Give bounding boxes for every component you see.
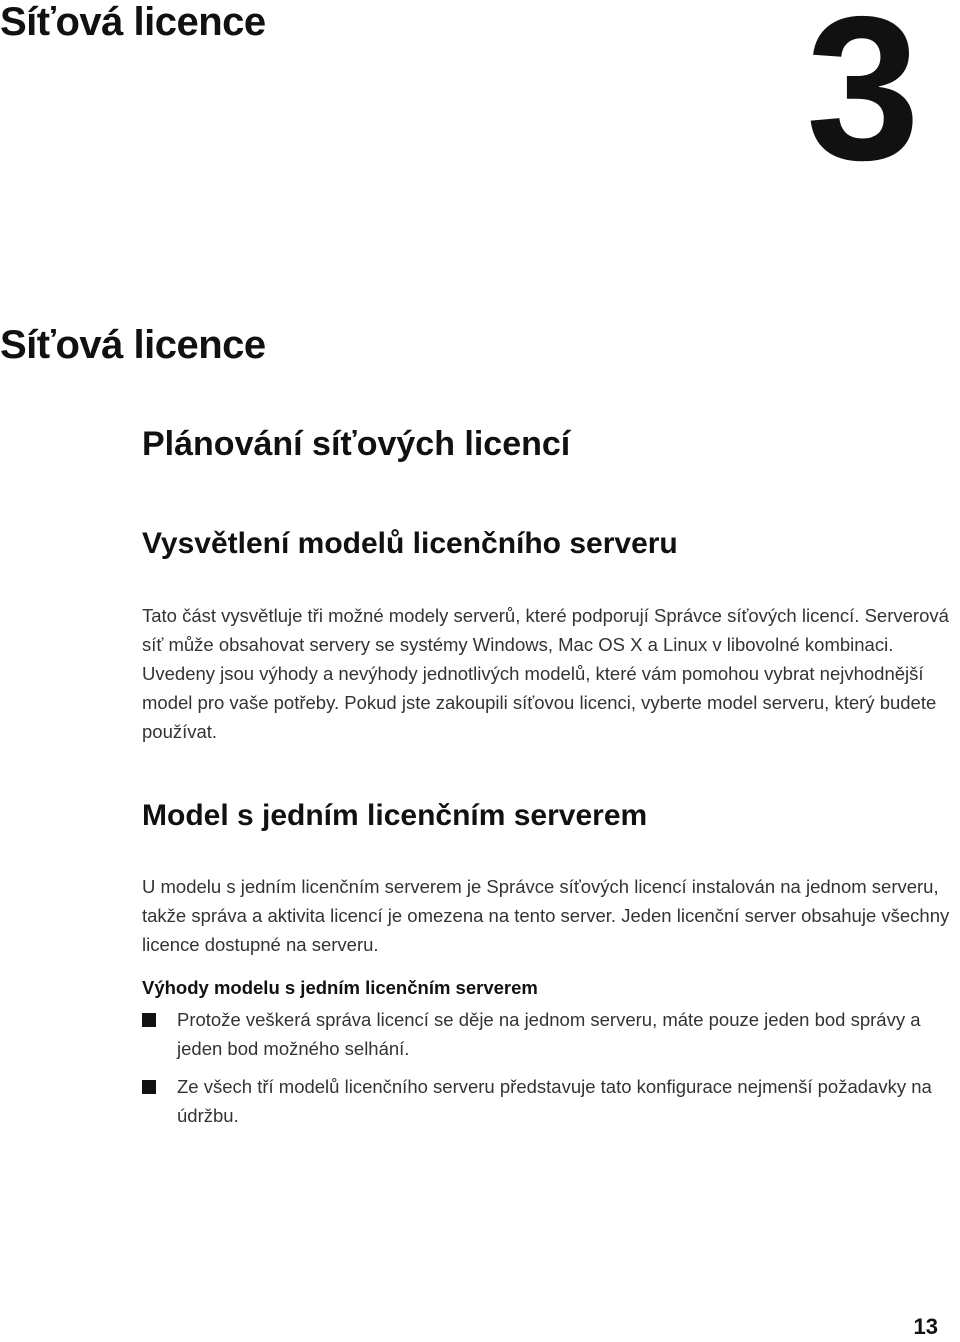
list-item-text: Ze všech tří modelů licenčního serveru představuje tato konfigurace nejmenší požadavky na údržbu. — [177, 1076, 932, 1126]
list-item — [142, 1005, 954, 1063]
advantages-list — [142, 1005, 954, 1139]
intro-paragraph: Tato část vysvětluje tři možné modely serverů, které podporují Správce síťových licencí. Serverová síť může obsahovat servery se systémy Windows, Mac OS X a Linux v libovolné kombinaci. Uvedeny jsou výhody a nevýhody jednotlivých modelů, které vám pomohou vybrat nejvhodnější model pro vaše potřeby. Pokud jste zakoupili síťovou licenci, vyberte model serveru, který budete používat. — [142, 605, 949, 742]
list-item — [142, 1072, 954, 1130]
subsection-title: Vysvětlení modelů licenčního serveru — [142, 527, 678, 560]
advantages-heading: Výhody modelu s jedním licenčním serverem — [142, 977, 538, 998]
running-header-title: Síťová licence — [0, 0, 266, 44]
model-title: Model s jedním licenčním serverem — [142, 799, 648, 832]
square-bullet-icon — [142, 1013, 156, 1027]
chapter-number: 3 — [805, 0, 914, 203]
page-number: 13 — [913, 1314, 938, 1339]
chapter-title: Síťová licence — [0, 323, 266, 367]
list-item-text: Protože veškerá správa licencí se děje na jednom serveru, máte pouze jeden bod správy a jeden bod možného selhání. — [177, 1009, 921, 1059]
model-paragraph: U modelu s jedním licenčním serverem je Správce síťových licencí instalován na jednom serveru, takže správa a aktivita licencí je omezena na tento server. Jeden licenční server obsahuje všechny licence dostupné na serveru. — [142, 876, 950, 955]
section-title: Plánování síťových licencí — [142, 425, 571, 463]
square-bullet-icon — [142, 1080, 156, 1094]
